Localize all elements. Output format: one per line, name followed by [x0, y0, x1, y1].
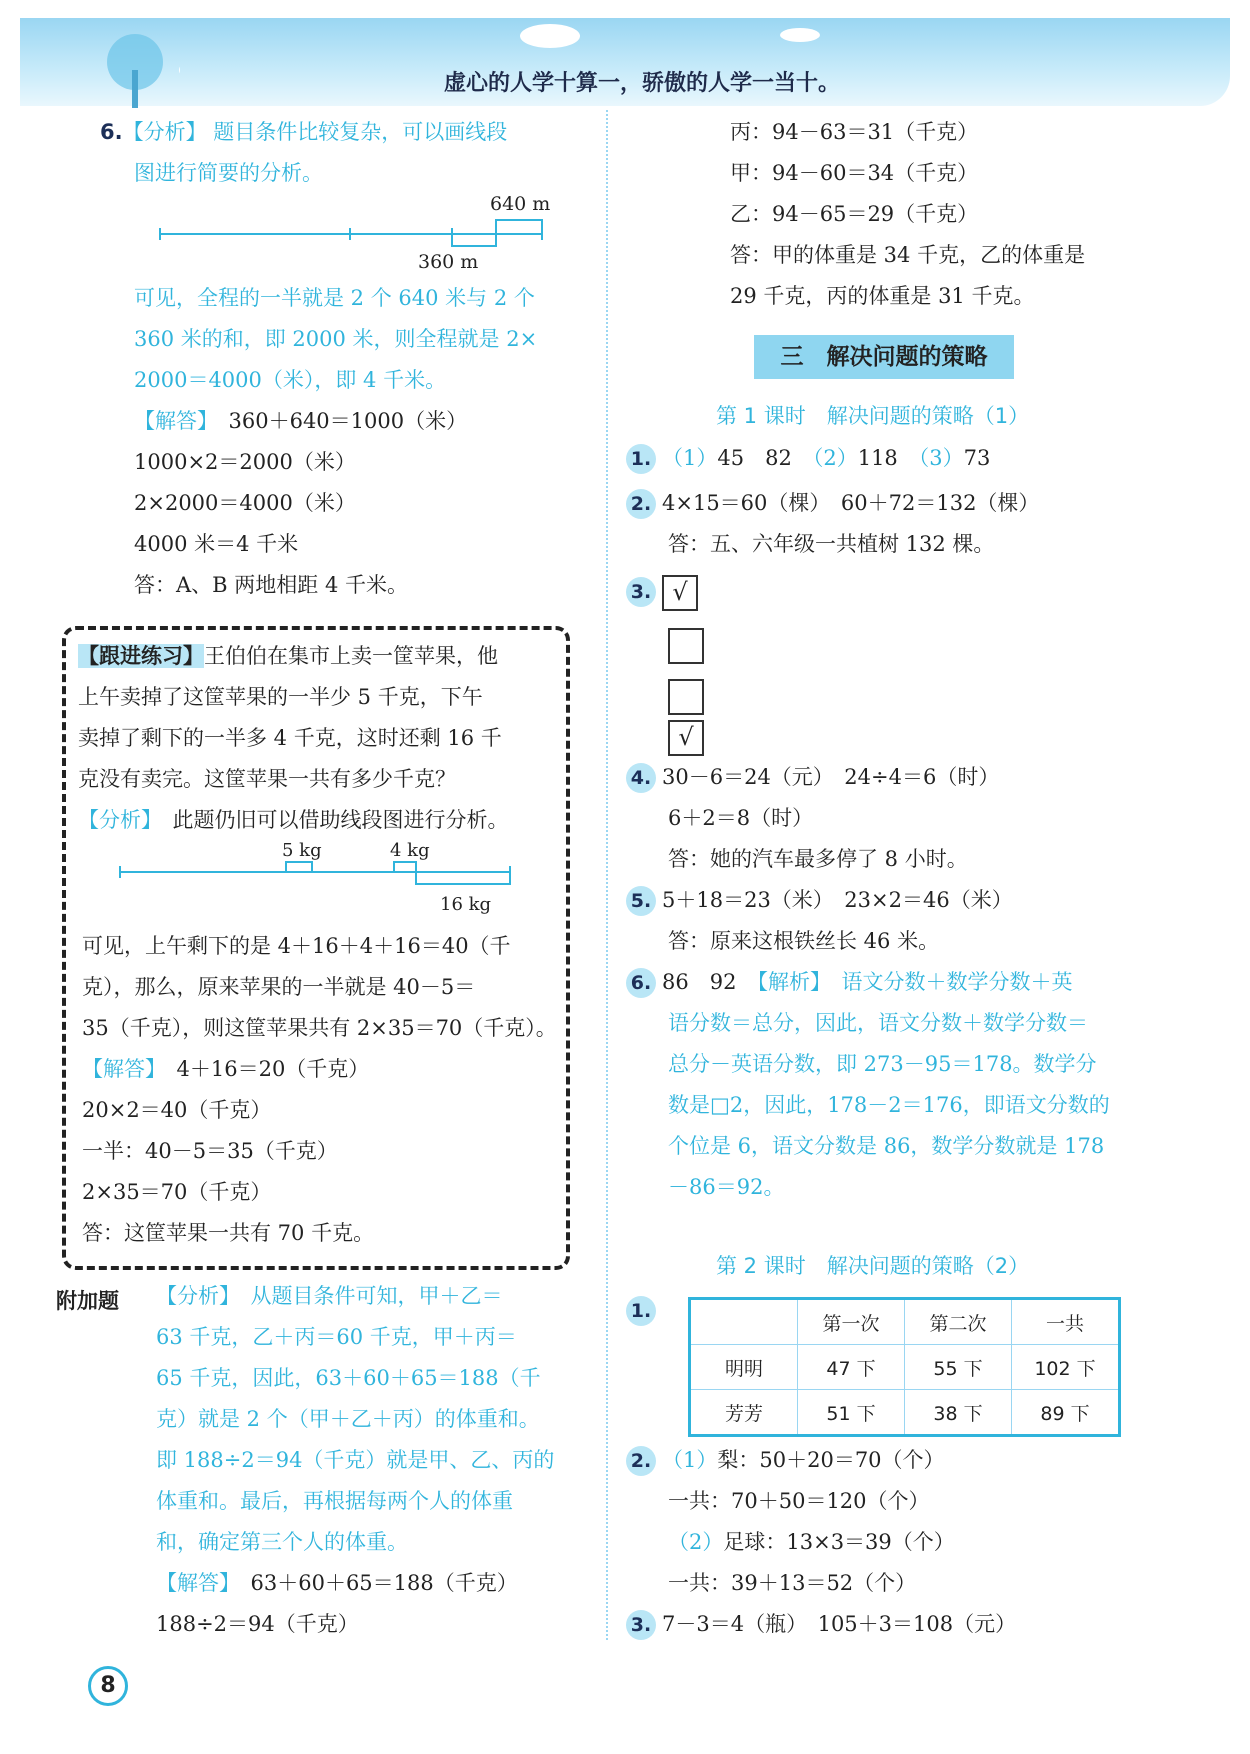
- answer-line: 20×2＝40（千克）: [82, 1098, 272, 1122]
- answer-line: 梨：50＋20＝70（个）: [717, 1448, 945, 1472]
- question-number: 1.: [626, 1296, 656, 1326]
- answer-line: 1000×2＝2000（米）: [134, 450, 356, 474]
- analysis-text: 图进行简要的分析。: [134, 161, 323, 185]
- part-label: （3）: [918, 446, 964, 470]
- extra-problem-label: 附加题: [56, 1289, 119, 1313]
- segment-label: 640 m: [490, 193, 551, 215]
- answer-tag: 【解答】: [156, 1571, 230, 1595]
- answer-tag: 【解答】: [134, 409, 208, 433]
- segment-label: 4 kg: [390, 840, 430, 861]
- analysis-text: 总分－英语分数，即 273－95＝178。数学分: [668, 1052, 1097, 1076]
- part-label: （1）: [662, 1448, 718, 1472]
- analysis-tag: 【分析】: [156, 1284, 230, 1308]
- analysis-text: 个位是 6，语文分数是 86，数学分数就是 178: [668, 1134, 1105, 1158]
- question-number: 2.: [626, 489, 656, 519]
- answer-line: 答：五、六年级一共植树 132 棵。: [668, 532, 995, 556]
- table-cell: 51 下: [798, 1390, 905, 1436]
- analysis-tag: 【分析】: [78, 808, 152, 832]
- segment-label: 16 kg: [440, 894, 492, 915]
- table-cell: 芳芳: [690, 1390, 798, 1436]
- analysis-text: 从题目条件可知，甲＋乙＝: [250, 1284, 503, 1308]
- segment-label: 360 m: [418, 251, 479, 270]
- answer-line: 4×15＝60（棵） 60＋72＝132（棵）: [662, 491, 1040, 515]
- answer-line: 答：这筐苹果一共有 70 千克。: [82, 1221, 375, 1245]
- right-top: [730, 112, 1210, 317]
- analysis-text: 和，确定第三个人的体重。: [156, 1530, 408, 1554]
- part-label: （2）: [668, 1530, 724, 1554]
- segment-diagram: [150, 190, 570, 270]
- analysis-text: 此题仍旧可以借助线段图进行分析。: [172, 808, 509, 832]
- lesson2-title: [716, 1246, 1196, 1287]
- lesson1-content: [626, 438, 1146, 1208]
- answer-line: 答：A、B 两地相距 4 千米。: [134, 573, 408, 597]
- table-header-cell: 一共: [1012, 1299, 1120, 1345]
- answer-value: 86 92: [662, 970, 737, 994]
- cloud-decoration: [780, 28, 820, 42]
- question-number: 6.: [626, 968, 656, 998]
- question-number: 3.: [626, 1610, 656, 1640]
- practice-solution: [82, 926, 562, 1254]
- question-number: 4.: [626, 763, 656, 793]
- explanation-line: 360 米的和，即 2000 米，则全程就是 2×: [134, 327, 538, 351]
- analysis-text: 语分数＝总分，因此，语文分数＋数学分数＝: [668, 1011, 1088, 1035]
- lesson-title: 第 1 课时 解决问题的策略（1）: [716, 404, 1030, 428]
- answer-line: 360＋640＝1000（米）: [228, 409, 468, 433]
- table-cell: 102 下: [1012, 1345, 1120, 1390]
- answer-line: 答：原来这根铁丝长 46 米。: [668, 929, 940, 953]
- answer-line: 188÷2＝94（千克）: [156, 1612, 359, 1636]
- left-q6-explain: [134, 278, 594, 606]
- table-cell: 89 下: [1012, 1390, 1120, 1436]
- explanation-line: 克），那么，原来苹果的一半就是 40－5＝: [82, 975, 476, 999]
- checkbox-empty: [668, 679, 704, 715]
- segment-label: 5 kg: [282, 840, 322, 861]
- lesson2-content: [626, 1440, 1146, 1645]
- table-header-row: [690, 1299, 1120, 1345]
- answer-line: 4＋16＝20（千克）: [176, 1057, 370, 1081]
- answer-line: 7－3＝4（瓶） 105＋3＝108（元）: [662, 1612, 1017, 1636]
- explanation-line: 可见，全程的一半就是 2 个 640 米与 2 个: [134, 286, 535, 310]
- lesson1-title: [716, 396, 1196, 437]
- answer-line: 6＋2＝8（时）: [668, 806, 814, 830]
- analysis-tag: 【分析】: [122, 120, 207, 144]
- answer-line: 足球：13×3＝39（个）: [723, 1530, 955, 1554]
- table-row: [690, 1345, 1120, 1390]
- answer-line: 答：甲的体重是 34 千克，乙的体重是: [730, 243, 1086, 267]
- analysis-tag: 【解析】: [757, 970, 821, 994]
- answer-line: 2×35＝70（千克）: [82, 1180, 272, 1204]
- practice-text: 克没有卖完。这筐苹果一共有多少千克？: [78, 767, 456, 791]
- segment-diagram: [110, 838, 540, 918]
- analysis-text: 题目条件比较复杂，可以画线段: [213, 120, 508, 144]
- answer-tag: 【解答】: [82, 1057, 156, 1081]
- analysis-text: 65 千克，因此，63＋60＋65＝188（千: [156, 1366, 541, 1390]
- analysis-text: 数是□2，因此，178－2＝176，即语文分数的: [668, 1093, 1110, 1117]
- column-divider: [606, 110, 608, 1640]
- question-number: 2.: [626, 1446, 656, 1476]
- table-header-cell: [690, 1299, 798, 1345]
- analysis-text: 语文分数＋数学分数＋英: [841, 970, 1073, 994]
- answer-line: 乙：94－65＝29（千克）: [730, 202, 979, 226]
- answer-line: 63＋60＋65＝188（千克）: [250, 1571, 518, 1595]
- result-table: [688, 1297, 1121, 1437]
- answer-line: 丙：94－63＝31（千克）: [730, 120, 979, 144]
- cloud-decoration: [520, 24, 580, 48]
- answer-value: 118: [857, 446, 898, 470]
- table-header-cell: 第一次: [798, 1299, 905, 1345]
- extra-content: [156, 1276, 586, 1645]
- table-cell: 55 下: [905, 1345, 1012, 1390]
- question-number: 3.: [626, 577, 656, 607]
- answer-value: 45 82: [717, 446, 792, 470]
- analysis-text: 63 千克，乙＋丙＝60 千克，甲＋丙＝: [156, 1325, 517, 1349]
- page-header: [20, 18, 1230, 106]
- answer-line: 一共：39＋13＝52（个）: [668, 1571, 917, 1595]
- table-cell: 47 下: [798, 1345, 905, 1390]
- answer-line: 一半：40－5＝35（千克）: [82, 1139, 338, 1163]
- question-number: 6.: [100, 120, 123, 144]
- analysis-text: －86＝92。: [668, 1175, 785, 1199]
- question-number: 1.: [626, 444, 656, 474]
- table-cell: 明明: [690, 1345, 798, 1390]
- left-q6: [100, 112, 580, 194]
- explanation-line: 2000＝4000（米），即 4 千米。: [134, 368, 447, 392]
- table-header-cell: 第二次: [905, 1299, 1012, 1345]
- answer-line: 29 千克，丙的体重是 31 千克。: [730, 284, 1035, 308]
- answer-line: 30－6＝24（元） 24÷4＝6（时）: [662, 765, 1000, 789]
- lesson-title: 第 2 课时 解决问题的策略（2）: [716, 1254, 1030, 1278]
- answer-line: 2×2000＝4000（米）: [134, 491, 356, 515]
- answer-line: 4000 米＝4 千米: [134, 532, 299, 556]
- practice-tag: 【跟进练习】: [78, 644, 204, 668]
- explanation-line: 可见，上午剩下的是 4＋16＋4＋16＝40（千: [82, 934, 511, 958]
- tree-icon: [90, 30, 180, 110]
- analysis-text: 体重和。最后，再根据每两个人的体重: [156, 1489, 513, 1513]
- practice-text: 卖掉了剩下的一半多 4 千克，这时还剩 16 千: [78, 726, 502, 750]
- practice-text: 王伯伯在集市上卖一筐苹果，他: [204, 644, 498, 668]
- answer-line: 甲：94－60＝34（千克）: [730, 161, 979, 185]
- part-label: （1）: [662, 446, 718, 470]
- answer-line: 一共：70＋50＝120（个）: [668, 1489, 930, 1513]
- answer-line: 答：她的汽车最多停了 8 小时。: [668, 847, 968, 871]
- explanation-line: 35（千克），则这筐苹果共有 2×35＝70（千克）。: [82, 1016, 557, 1040]
- practice-content: [78, 636, 558, 841]
- practice-text: 上午卖掉了这筐苹果的一半少 5 千克，下午: [78, 685, 483, 709]
- analysis-text: 即 188÷2＝94（千克）就是甲、乙、丙的: [156, 1448, 555, 1472]
- table-cell: 38 下: [905, 1390, 1012, 1436]
- part-label: （2）: [812, 446, 858, 470]
- answer-line: 5＋18＝23（米） 23×2＝46（米）: [662, 888, 1013, 912]
- analysis-text: 克）就是 2 个（甲＋乙＋丙）的体重和。: [156, 1407, 540, 1431]
- section-title: 三 解决问题的策略: [754, 335, 1014, 379]
- table-row: [690, 1390, 1120, 1436]
- checkbox-checked: √: [668, 720, 704, 756]
- checkbox-checked: √: [662, 575, 698, 611]
- page-number: 8: [88, 1666, 128, 1706]
- header-slogan: 虚心的人学十算一，骄傲的人学一当十。: [443, 70, 840, 96]
- lesson2-q1: [626, 1290, 662, 1331]
- checkbox-empty: [668, 628, 704, 664]
- answer-value: 73: [963, 446, 991, 470]
- question-number: 5.: [626, 886, 656, 916]
